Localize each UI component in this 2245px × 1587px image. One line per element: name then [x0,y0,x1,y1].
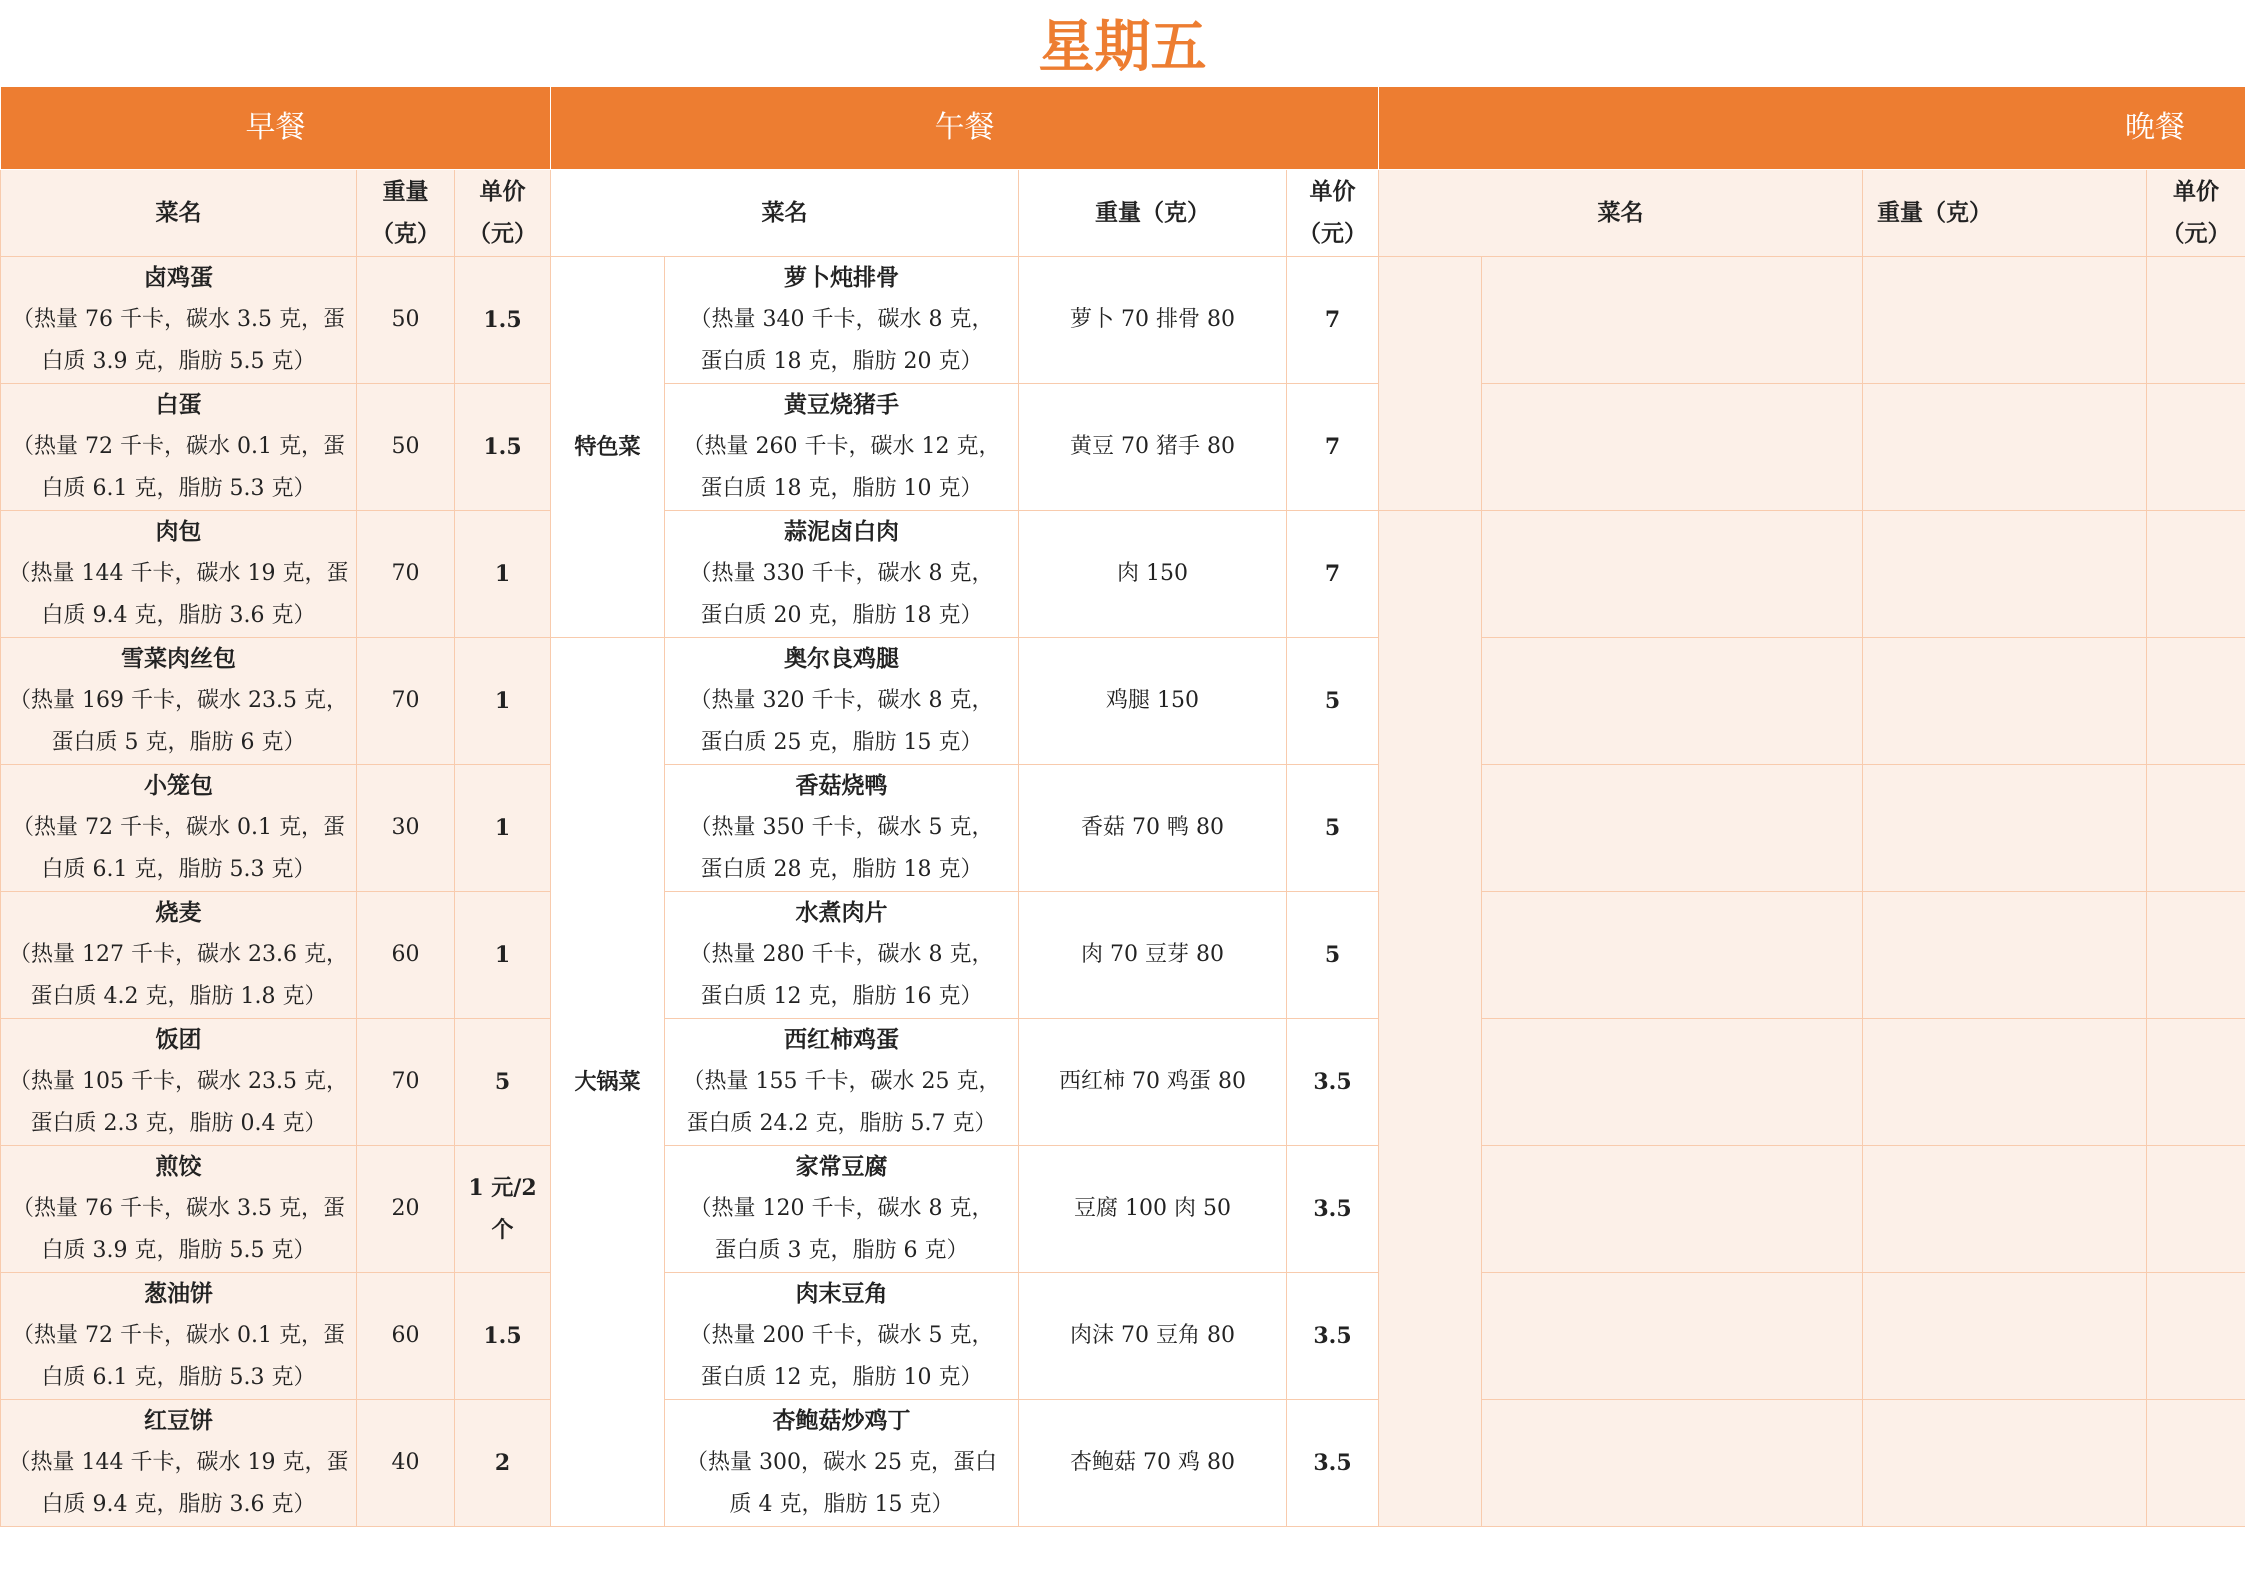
dinner-item-weight [1863,765,2147,892]
lunch-item-weight: 黄豆 70 猪手 80 [1019,384,1287,511]
lunch-item-name: 香菇烧鸭 [795,772,888,799]
breakfast-item-weight: 70 [357,511,455,638]
lunch-item-nutrition: （热量 260 千卡，碳水 12 克， [682,434,1001,459]
breakfast-item [1,1019,357,1146]
lunch-item-price: 3.5 [1287,1146,1379,1273]
dinner-item-price [2147,1273,2245,1400]
dinner-item-price [2147,1146,2245,1273]
lunch-item-nutrition: 蛋白质 20 克，脂肪 18 克） [700,603,983,628]
dinner-item-weight [1863,1400,2147,1527]
lunch-item-name: 奥尔良鸡腿 [784,645,900,672]
lunch-item-name: 杏鲍菇炒鸡丁 [772,1407,911,1434]
page-title: 星期五 [1038,15,1207,80]
menu-row [1,257,2245,384]
lunch-price-header: 单价 （元） [1287,170,1379,257]
dinner-item-name [1482,1019,1863,1146]
breakfast-item-name: 煎饺 [155,1153,202,1180]
lunch-item-nutrition: （热量 120 千卡，碳水 8 克， [689,1196,994,1221]
lunch-item-weight: 豆腐 100 肉 50 [1019,1146,1287,1273]
lunch-item-name: 黄豆烧猪手 [784,391,900,418]
breakfast-item-nutrition: （热量 76 千卡，碳水 3.5 克，蛋 [12,1196,345,1221]
section-dinner: 晚餐 [1379,87,2245,170]
breakfast-item-nutrition: 白质 3.9 克，脂肪 5.5 克） [41,1238,316,1263]
lunch-item-price: 5 [1287,638,1379,765]
dinner-item-price [2147,638,2245,765]
dinner-item-weight [1863,511,2147,638]
breakfast-item-nutrition: （热量 72 千卡，碳水 0.1 克，蛋 [12,815,345,840]
breakfast-item-name: 卤鸡蛋 [144,264,213,291]
dinner-item-weight [1863,257,2147,384]
menu-row [1,638,2245,765]
dinner-item-weight [1863,638,2147,765]
lunch-item-weight: 西红柿 70 鸡蛋 80 [1019,1019,1287,1146]
dinner-item-name [1482,384,1863,511]
lunch-item-name: 家常豆腐 [795,1153,888,1180]
breakfast-item [1,384,357,511]
lunch-item-weight: 萝卜 70 排骨 80 [1019,257,1287,384]
breakfast-price-header: 单价 （元） [455,170,551,257]
lunch-item-nutrition: （热量 155 千卡，碳水 25 克， [682,1069,1001,1094]
lunch-item-name: 萝卜炖排骨 [784,264,900,291]
lunch-item-name: 西红柿鸡蛋 [784,1026,900,1053]
breakfast-item [1,638,357,765]
breakfast-item [1,257,357,384]
lunch-item-weight: 肉 70 豆芽 80 [1019,892,1287,1019]
menu-row [1,1019,2245,1146]
breakfast-item-nutrition: 蛋白质 2.3 克，脂肪 0.4 克） [30,1111,327,1136]
dinner-item-weight [1863,384,2147,511]
lunch-name-header: 菜名 [551,170,1019,257]
menu-row [1,765,2245,892]
breakfast-item-nutrition: （热量 169 千卡，碳水 23.5 克， [9,688,348,713]
breakfast-item-weight: 50 [357,384,455,511]
dinner-item-name [1482,1273,1863,1400]
menu-table [0,86,2245,1527]
lunch-item-nutrition: 质 4 克，脂肪 15 克） [729,1492,954,1517]
breakfast-item-name: 肉包 [155,518,202,545]
lunch-item [665,384,1019,511]
lunch-weight-header: 重量（克） [1019,170,1287,257]
lunch-item-price: 3.5 [1287,1019,1379,1146]
dinner-item-name [1482,638,1863,765]
breakfast-item-nutrition: 白质 9.4 克，脂肪 3.6 克） [41,603,316,628]
breakfast-item-nutrition: 白质 6.1 克，脂肪 5.3 克） [41,857,316,882]
breakfast-item-name: 烧麦 [155,899,202,926]
section-breakfast: 早餐 [1,87,551,170]
breakfast-item-name: 小笼包 [144,772,213,799]
lunch-item [665,1019,1019,1146]
menu-row [1,511,2245,638]
lunch-item-nutrition: 蛋白质 28 克，脂肪 18 克） [700,857,983,882]
dinner-item-price [2147,1019,2245,1146]
lunch-item-nutrition: 蛋白质 25 克，脂肪 15 克） [700,730,983,755]
breakfast-item-nutrition: （热量 144 千卡，碳水 19 克，蛋 [8,1450,349,1475]
lunch-item-weight: 肉 150 [1019,511,1287,638]
breakfast-item-name: 白蛋 [155,391,202,418]
breakfast-item-nutrition: （热量 105 千卡，碳水 23.5 克， [9,1069,348,1094]
dinner-item-weight [1863,1019,2147,1146]
lunch-item [665,892,1019,1019]
lunch-item-price: 7 [1287,511,1379,638]
breakfast-item [1,1400,357,1527]
breakfast-weight-header: 重量 （克） [357,170,455,257]
breakfast-item-nutrition: 蛋白质 5 克，脂肪 6 克） [51,730,306,755]
lunch-item-name: 肉末豆角 [795,1280,888,1307]
lunch-item-weight: 杏鲍菇 70 鸡 80 [1019,1400,1287,1527]
lunch-item-weight: 香菇 70 鸭 80 [1019,765,1287,892]
dinner-item-price [2147,1400,2245,1527]
lunch-item-nutrition: 蛋白质 3 克，脂肪 6 克） [714,1238,969,1263]
lunch-item [665,1400,1019,1527]
lunch-item-weight: 鸡腿 150 [1019,638,1287,765]
breakfast-item-nutrition: 蛋白质 4.2 克，脂肪 1.8 克） [30,984,327,1009]
breakfast-item-nutrition: 白质 6.1 克，脂肪 5.3 克） [41,1365,316,1390]
breakfast-item-nutrition: 白质 9.4 克，脂肪 3.6 克） [41,1492,316,1517]
breakfast-name-header: 菜名 [1,170,357,257]
lunch-item-name: 蒜泥卤白肉 [784,518,900,545]
dinner-item-price [2147,765,2245,892]
breakfast-item-price: 1 元/2 个 [455,1146,551,1273]
lunch-item-nutrition: 蛋白质 18 克，脂肪 10 克） [700,476,983,501]
breakfast-item-nutrition: （热量 72 千卡，碳水 0.1 克，蛋 [12,434,345,459]
breakfast-item [1,511,357,638]
dinner-item-name [1482,765,1863,892]
dinner-item-name [1482,1400,1863,1527]
lunch-item-nutrition: （热量 280 千卡，碳水 8 克， [689,942,994,967]
lunch-item-nutrition: （热量 330 千卡，碳水 8 克， [689,561,994,586]
dinner-item-price [2147,384,2245,511]
lunch-item [665,1273,1019,1400]
lunch-item-nutrition: （热量 320 千卡，碳水 8 克， [689,688,994,713]
menu-row [1,1146,2245,1273]
lunch-item-nutrition: 蛋白质 12 克，脂肪 16 克） [700,984,983,1009]
breakfast-item-nutrition: （热量 72 千卡，碳水 0.1 克，蛋 [12,1323,345,1348]
breakfast-item-name: 红豆饼 [144,1407,213,1434]
category-special: 特色菜 [551,257,665,638]
lunch-item-nutrition: （热量 340 千卡，碳水 8 克， [689,307,994,332]
breakfast-item-weight: 60 [357,1273,455,1400]
lunch-item-nutrition: 蛋白质 12 克，脂肪 10 克） [700,1365,983,1390]
dinner-item-price [2147,511,2245,638]
breakfast-item-price: 1.5 [455,257,551,384]
lunch-item-price: 5 [1287,892,1379,1019]
lunch-item [665,257,1019,384]
menu-row [1,1400,2245,1527]
dinner-item-name [1482,511,1863,638]
breakfast-item-price: 1 [455,765,551,892]
breakfast-item-price: 1 [455,511,551,638]
breakfast-item-weight: 30 [357,765,455,892]
breakfast-item-nutrition: （热量 76 千卡，碳水 3.5 克，蛋 [12,307,345,332]
breakfast-item-weight: 70 [357,638,455,765]
dinner-item-weight [1863,1146,2147,1273]
lunch-item-nutrition: 蛋白质 18 克，脂肪 20 克） [700,349,983,374]
lunch-item-price: 5 [1287,765,1379,892]
breakfast-item-name: 雪菜肉丝包 [121,645,236,672]
lunch-item-price: 7 [1287,257,1379,384]
breakfast-item [1,1146,357,1273]
breakfast-item-name: 饭团 [155,1026,202,1053]
breakfast-item-price: 2 [455,1400,551,1527]
lunch-item [665,638,1019,765]
section-band-row [1,87,2245,170]
breakfast-item-weight: 60 [357,892,455,1019]
dinner-category-cell [1379,257,1482,511]
breakfast-item [1,892,357,1019]
dinner-item-price [2147,257,2245,384]
lunch-item-name: 水煮肉片 [795,899,888,926]
breakfast-item-price: 1 [455,638,551,765]
dinner-item-weight [1863,1273,2147,1400]
dinner-name-header: 菜名 [1379,170,1863,257]
breakfast-item-weight: 70 [357,1019,455,1146]
breakfast-item-price: 1 [455,892,551,1019]
menu-row [1,1273,2245,1400]
category-bigpot: 大锅菜 [551,638,665,1527]
dinner-item-name [1482,257,1863,384]
dinner-weight-header: 重量（克） [1863,170,2147,257]
breakfast-item-weight: 20 [357,1146,455,1273]
lunch-item-nutrition: （热量 200 千卡，碳水 5 克， [689,1323,994,1348]
breakfast-item-weight: 40 [357,1400,455,1527]
breakfast-item-weight: 50 [357,257,455,384]
dinner-item-weight [1863,892,2147,1019]
breakfast-item [1,1273,357,1400]
breakfast-item-nutrition: 白质 3.9 克，脂肪 5.5 克） [41,349,316,374]
breakfast-item-name: 葱油饼 [144,1280,213,1307]
column-header-row [1,170,2245,257]
breakfast-item-nutrition: （热量 127 千卡，碳水 23.6 克， [9,942,348,967]
dinner-category-cell [1379,511,1482,1527]
lunch-item-price: 3.5 [1287,1273,1379,1400]
breakfast-item-nutrition: 白质 6.1 克，脂肪 5.3 克） [41,476,316,501]
menu-row [1,384,2245,511]
breakfast-item-price: 5 [455,1019,551,1146]
breakfast-item [1,765,357,892]
lunch-item-nutrition: （热量 300，碳水 25 克，蛋白 [686,1450,997,1475]
section-lunch: 午餐 [551,87,1379,170]
breakfast-item-price: 1.5 [455,1273,551,1400]
lunch-item-price: 7 [1287,384,1379,511]
lunch-item-price: 3.5 [1287,1400,1379,1527]
lunch-item [665,765,1019,892]
lunch-item-nutrition: 蛋白质 24.2 克，脂肪 5.7 克） [686,1111,997,1136]
menu-row [1,892,2245,1019]
breakfast-item-price: 1.5 [455,384,551,511]
lunch-item-nutrition: （热量 350 千卡，碳水 5 克， [689,815,994,840]
lunch-item [665,1146,1019,1273]
lunch-item [665,511,1019,638]
dinner-item-name [1482,1146,1863,1273]
lunch-item-weight: 肉沫 70 豆角 80 [1019,1273,1287,1400]
dinner-item-price [2147,892,2245,1019]
dinner-item-name [1482,892,1863,1019]
breakfast-item-nutrition: （热量 144 千卡，碳水 19 克，蛋 [8,561,349,586]
dinner-price-header: 单价 （元） [2147,170,2245,257]
